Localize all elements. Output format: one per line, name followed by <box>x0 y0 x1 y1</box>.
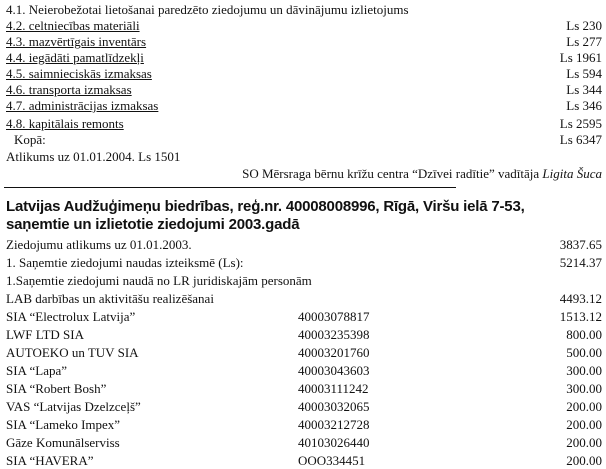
section2-heading-line2: saņemtie un izlietotie ziedojumi 2003.gadā <box>6 216 300 233</box>
donor-amount: 300.00 <box>566 381 602 396</box>
donor-reg: 40003032065 <box>298 399 370 414</box>
donor-name: LWF LTD SIA <box>6 327 84 342</box>
donor-amount: 500.00 <box>566 345 602 360</box>
donor-amount: 800.00 <box>566 327 602 342</box>
donor-amount: 200.00 <box>566 399 602 414</box>
expense-amount: Ls 230 <box>566 18 602 33</box>
expense-label: 4.5. saimnieciskās izmaksas <box>6 66 152 81</box>
donor-amount: 1513.12 <box>559 309 602 324</box>
expense-amount: Ls 346 <box>566 98 602 113</box>
activities-label: LAB darbības un aktivitāšu realizēšanai <box>6 291 214 306</box>
donor-amount: 200.00 <box>566 435 602 450</box>
donor-reg: 40103026440 <box>298 435 370 450</box>
donor-name: SIA “Robert Bosh” <box>6 381 107 396</box>
balance-2003-value: 3837.65 <box>559 237 602 252</box>
donor-name: SIA “Electrolux Latvija” <box>6 309 136 324</box>
donor-name: SIA “Lameko Impex” <box>6 417 121 432</box>
expense-label: 4.3. mazvērtīgais inventārs <box>6 34 147 49</box>
expense-label: 4.2. celtniecības materiāli <box>6 18 140 33</box>
activities-value: 4493.12 <box>559 291 602 306</box>
donor-reg: 40003078817 <box>298 309 370 324</box>
donor-reg: OOO334451 <box>298 453 366 468</box>
donor-reg: 40003212728 <box>298 417 370 432</box>
section2-heading-line1: Latvijas Audžuģimeņu biedrības, reģ.nr. 40008008996, Rīgā, Viršu ielā 7-53, <box>6 198 525 215</box>
donor-reg: 40003201760 <box>298 345 370 360</box>
expense-label: 4.7. administrācijas izmaksas <box>6 98 159 113</box>
donor-amount: 300.00 <box>566 363 602 378</box>
expense-label: 4.8. kapitālais remonts <box>6 116 124 131</box>
donor-reg: 40003043603 <box>298 363 370 378</box>
expense-amount: Ls 344 <box>566 82 602 97</box>
expense-amount: Ls 594 <box>566 66 602 81</box>
signature-line <box>0 166 602 182</box>
total-amount: Ls 6347 <box>559 132 602 147</box>
donor-name: SIA “HAVERA” <box>6 453 94 468</box>
donor-reg: 40003235398 <box>298 327 370 342</box>
legal-persons-label: 1.Saņemtie ziedojumi naudā no LR juridiskajām personām <box>6 273 312 288</box>
signature-prefix: SO Mērsraga bērnu krīžu centra “Dzīvei radītie” vadītāja <box>242 166 540 181</box>
donor-amount: 200.00 <box>566 417 602 432</box>
donor-name: AUTOEKO un TUV SIA <box>6 345 139 360</box>
expense-label: 4.4. iegādāti pamatlīdzekļi <box>6 50 144 65</box>
section-divider <box>4 187 456 188</box>
donor-name: SIA “Lapa” <box>6 363 68 378</box>
expense-label: 4.6. transporta izmaksas <box>6 82 132 97</box>
donor-reg: 40003111242 <box>298 381 369 396</box>
section1-header-text: 4.1. Neierobežotai lietošanai paredzēto ziedojumu un dāvinājumu izlietojums <box>6 2 409 17</box>
received-label: 1. Saņemtie ziedojumi naudas izteiksmē (Ls): <box>6 255 244 270</box>
donor-name: Gāze Komunālserviss <box>6 435 120 450</box>
signature-name: Ligita Šuca <box>542 166 602 181</box>
total-label: Kopā: <box>14 132 46 147</box>
expense-amount: Ls 2595 <box>559 116 602 131</box>
balance-2004-text: Atlikums uz 01.01.2004. Ls 1501 <box>6 149 181 164</box>
donor-name: VAS “Latvijas Dzelzceļš” <box>6 399 141 414</box>
donor-amount: 200.00 <box>566 453 602 468</box>
expense-amount: Ls 277 <box>566 34 602 49</box>
received-value: 5214.37 <box>559 255 602 270</box>
section2-heading <box>6 198 604 234</box>
expense-amount: Ls 1961 <box>559 50 602 65</box>
balance-2003-label: Ziedojumu atlikums uz 01.01.2003. <box>6 237 192 252</box>
